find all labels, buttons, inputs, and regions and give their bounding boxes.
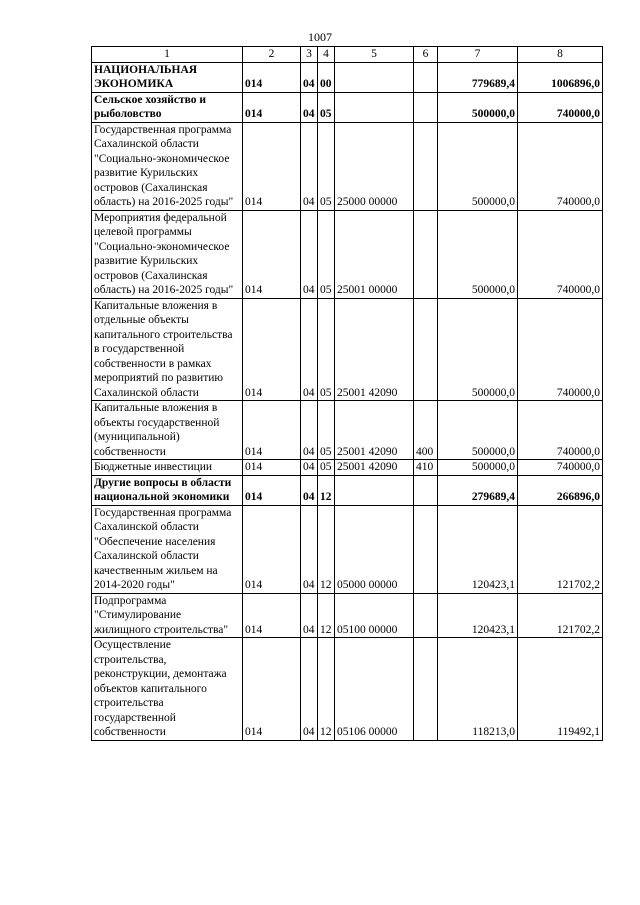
row-admin-code: 014 (243, 638, 301, 741)
row-name: Другие вопросы в области национальной экономики (92, 475, 243, 505)
row-section-code: 04 (301, 210, 318, 298)
row-expense-type-code (414, 475, 438, 505)
row-section-code: 04 (301, 460, 318, 476)
row-subsection-code: 12 (318, 505, 335, 593)
row-expense-type-code: 400 (414, 401, 438, 460)
row-admin-code: 014 (243, 475, 301, 505)
row-subsection-code: 05 (318, 210, 335, 298)
row-section-code: 04 (301, 593, 318, 638)
row-expense-type-code (414, 638, 438, 741)
column-header: 3 (301, 47, 318, 63)
row-target-article-code: 05100 00000 (335, 593, 414, 638)
row-target-article-code (335, 92, 414, 122)
column-header: 2 (243, 47, 301, 63)
row-expense-type-code (414, 92, 438, 122)
row-subsection-code: 00 (318, 62, 335, 92)
row-name: Подпрограмма "Стимулирование жилищного строительства" (92, 593, 243, 638)
table-row (92, 210, 603, 298)
row-expense-type-code (414, 210, 438, 298)
table-row (92, 475, 603, 505)
column-header: 6 (414, 47, 438, 63)
table-row (92, 92, 603, 122)
row-amount-year-1: 120423,1 (438, 505, 518, 593)
row-section-code: 04 (301, 122, 318, 210)
row-name: Государственная программа Сахалинской области "Обеспечение населения Сахалинской области качественным жильем на 2014-2020 годы" (92, 505, 243, 593)
row-expense-type-code (414, 593, 438, 638)
row-amount-year-2: 740000,0 (518, 210, 603, 298)
row-target-article-code: 25001 42090 (335, 298, 414, 401)
row-target-article-code: 05106 00000 (335, 638, 414, 741)
row-admin-code: 014 (243, 505, 301, 593)
row-amount-year-1: 500000,0 (438, 298, 518, 401)
row-admin-code: 014 (243, 593, 301, 638)
row-target-article-code: 25001 42090 (335, 401, 414, 460)
row-section-code: 04 (301, 638, 318, 741)
row-section-code: 04 (301, 92, 318, 122)
row-name: Сельское хозяйство и рыболовство (92, 92, 243, 122)
table-row (92, 401, 603, 460)
row-name: Мероприятия федеральной целевой программы "Социально-экономическое развитие Курильских островов (Сахалинская область) на 2016-2025 годы" (92, 210, 243, 298)
row-amount-year-2: 740000,0 (518, 460, 603, 476)
table-row (92, 298, 603, 401)
row-target-article-code (335, 62, 414, 92)
row-admin-code: 014 (243, 210, 301, 298)
row-amount-year-1: 120423,1 (438, 593, 518, 638)
row-target-article-code: 25001 00000 (335, 210, 414, 298)
row-section-code: 04 (301, 298, 318, 401)
row-amount-year-2: 119492,1 (518, 638, 603, 741)
row-amount-year-1: 279689,4 (438, 475, 518, 505)
budget-table (91, 46, 603, 741)
row-admin-code: 014 (243, 460, 301, 476)
row-admin-code: 014 (243, 122, 301, 210)
column-header: 4 (318, 47, 335, 63)
row-amount-year-2: 121702,2 (518, 593, 603, 638)
row-expense-type-code (414, 122, 438, 210)
table-row (92, 62, 603, 92)
row-expense-type-code (414, 62, 438, 92)
row-amount-year-1: 779689,4 (438, 62, 518, 92)
row-name: Государственная программа Сахалинской области "Социально-экономическое развитие Курильских островов (Сахалинская область) на 2016-2025 годы" (92, 122, 243, 210)
row-expense-type-code: 410 (414, 460, 438, 476)
column-header: 1 (92, 47, 243, 63)
row-expense-type-code (414, 505, 438, 593)
row-name: Осуществление строительства, реконструкции, демонтажа объектов капитального строительства государственной собственности (92, 638, 243, 741)
row-subsection-code: 05 (318, 92, 335, 122)
row-name: НАЦИОНАЛЬНАЯ ЭКОНОМИКА (92, 62, 243, 92)
row-section-code: 04 (301, 505, 318, 593)
row-amount-year-1: 500000,0 (438, 122, 518, 210)
row-section-code: 04 (301, 475, 318, 505)
header-row (92, 47, 603, 63)
row-subsection-code: 12 (318, 638, 335, 741)
row-subsection-code: 12 (318, 593, 335, 638)
row-subsection-code: 05 (318, 298, 335, 401)
row-subsection-code: 05 (318, 122, 335, 210)
row-amount-year-2: 740000,0 (518, 122, 603, 210)
column-header: 8 (518, 47, 603, 63)
column-header: 7 (438, 47, 518, 63)
row-name: Бюджетные инвестиции (92, 460, 243, 476)
row-subsection-code: 05 (318, 460, 335, 476)
row-amount-year-1: 500000,0 (438, 210, 518, 298)
row-amount-year-1: 118213,0 (438, 638, 518, 741)
row-admin-code: 014 (243, 92, 301, 122)
row-expense-type-code (414, 298, 438, 401)
row-amount-year-2: 266896,0 (518, 475, 603, 505)
table-row (92, 122, 603, 210)
row-name: Капитальные вложения в объекты государственной (муниципальной) собственности (92, 401, 243, 460)
row-target-article-code: 05000 00000 (335, 505, 414, 593)
row-section-code: 04 (301, 62, 318, 92)
row-section-code: 04 (301, 401, 318, 460)
page-number: 1007 (308, 30, 332, 44)
row-name: Капитальные вложения в отдельные объекты капитального строительства в государственной собственности в рамках мероприятий по развитию Сахалинской области (92, 298, 243, 401)
row-amount-year-1: 500000,0 (438, 460, 518, 476)
row-subsection-code: 12 (318, 475, 335, 505)
table-row (92, 460, 603, 476)
row-admin-code: 014 (243, 298, 301, 401)
row-amount-year-2: 740000,0 (518, 298, 603, 401)
row-amount-year-1: 500000,0 (438, 92, 518, 122)
row-amount-year-2: 740000,0 (518, 401, 603, 460)
row-amount-year-1: 500000,0 (438, 401, 518, 460)
row-subsection-code: 05 (318, 401, 335, 460)
table-row (92, 505, 603, 593)
row-amount-year-2: 740000,0 (518, 92, 603, 122)
row-amount-year-2: 121702,2 (518, 505, 603, 593)
row-admin-code: 014 (243, 401, 301, 460)
table-row (92, 593, 603, 638)
row-target-article-code: 25000 00000 (335, 122, 414, 210)
row-target-article-code (335, 475, 414, 505)
table-body (92, 62, 603, 740)
column-header: 5 (335, 47, 414, 63)
row-amount-year-2: 1006896,0 (518, 62, 603, 92)
table-row (92, 638, 603, 741)
row-target-article-code: 25001 42090 (335, 460, 414, 476)
row-admin-code: 014 (243, 62, 301, 92)
